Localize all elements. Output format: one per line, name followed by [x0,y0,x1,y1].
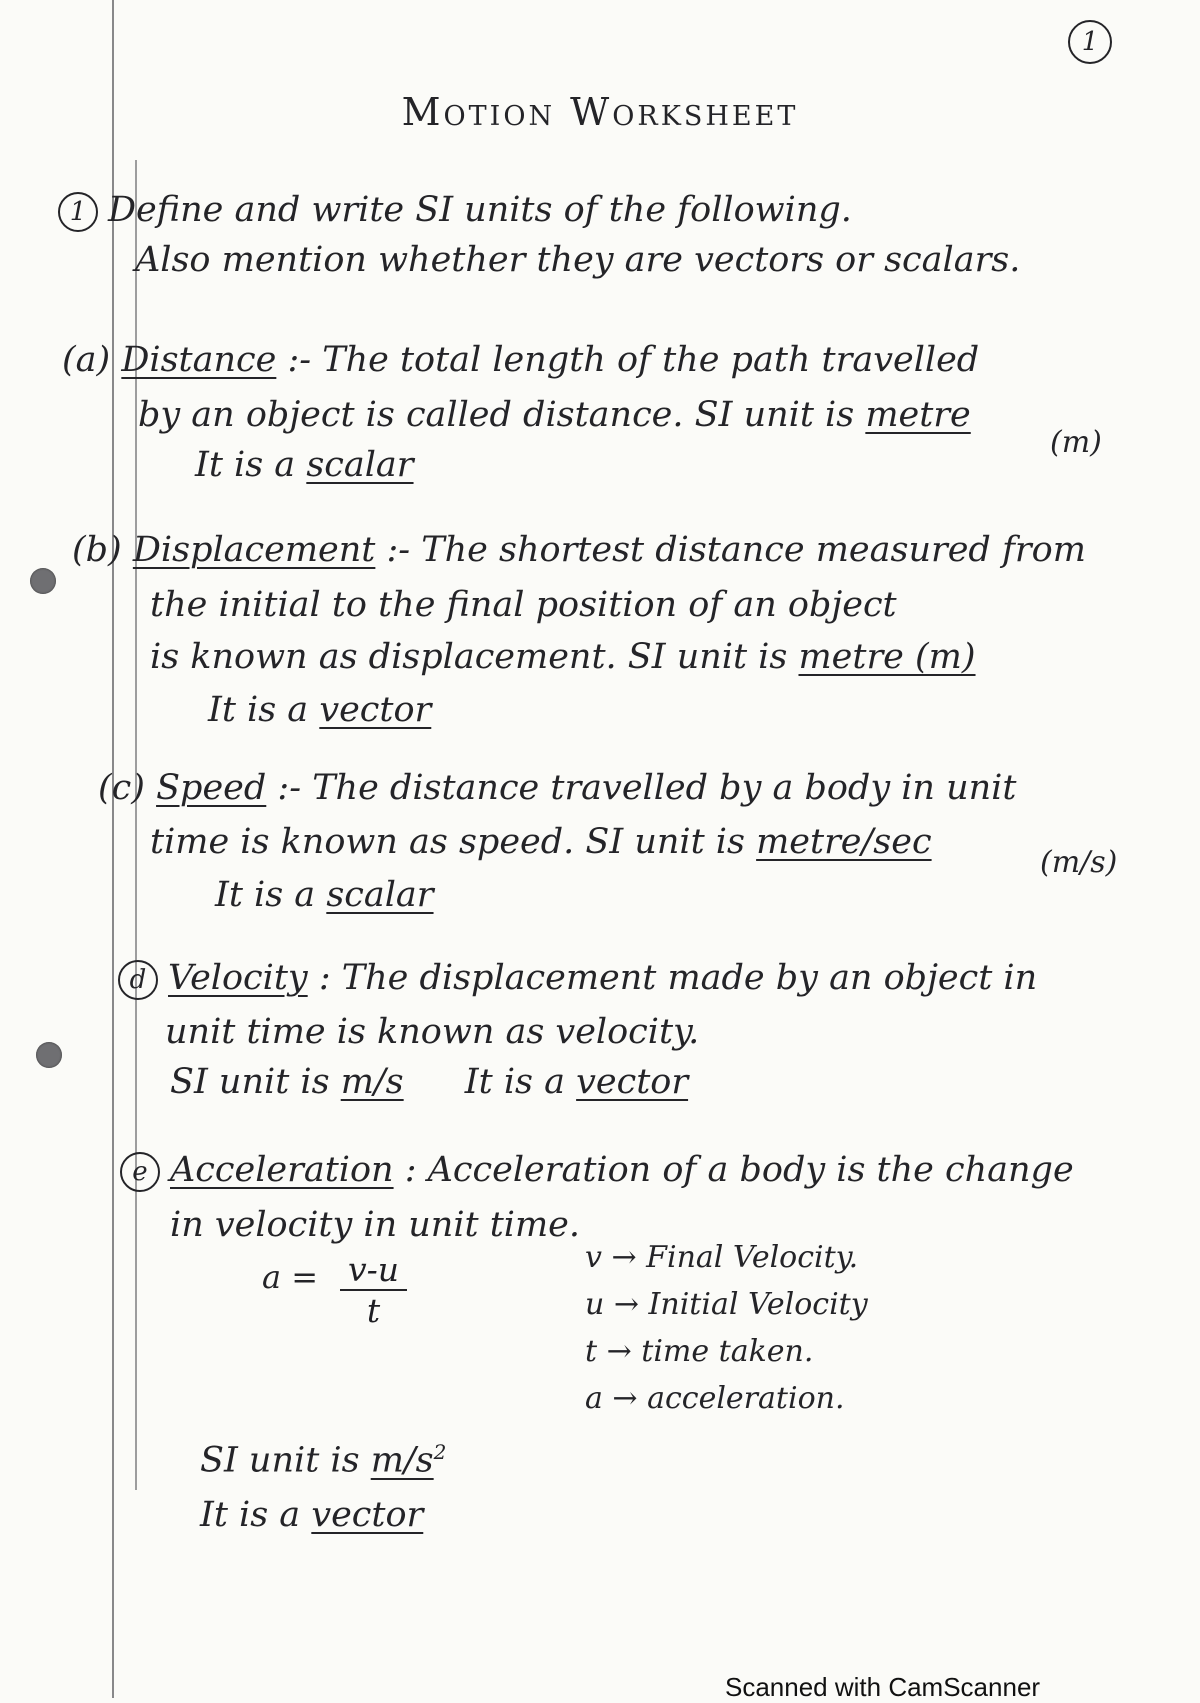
question-number: 1 [58,192,98,232]
item-c-sep: :- [277,768,302,808]
item-b-term: Displacement [132,530,376,570]
item-d-text4: It is a [464,1062,565,1102]
item-c-text3: It is a [215,875,316,915]
legend-v: v → Final Velocity. [585,1240,859,1275]
item-d-label: d [118,960,158,1000]
item-b-label: (b) [72,530,122,570]
item-e-type-line [200,1495,423,1535]
punch-hole-bottom [36,1042,62,1068]
item-b-text3: is known as displacement. SI unit is [150,637,788,677]
question-text-1: Define and write SI units of the following. [108,190,852,230]
item-b-line3 [150,637,976,677]
item-a-term: Distance [121,340,277,380]
formula-numerator: v-u [340,1250,407,1291]
item-b-line4 [208,690,431,730]
formula-denominator: t [366,1291,381,1330]
item-e-si-line [200,1440,446,1481]
item-c-text2: time is known as speed. SI unit is [150,822,745,862]
item-b-text1: The shortest distance measured from [421,530,1086,570]
item-a-unit-symbol: (m) [1050,425,1102,460]
item-e-text1: Acceleration of a body is the change [427,1150,1074,1190]
item-d-sep: : [318,958,331,998]
item-a-line3 [195,445,414,485]
question-1-line2: Also mention whether they are vectors or scalars. [135,240,1021,280]
item-c-line1 [98,768,1016,808]
legend-t: t → time taken. [585,1334,814,1369]
item-b-line1 [72,530,1086,570]
formula-fraction [340,1250,407,1330]
scanner-watermark: Scanned with CamScanner [725,1672,1041,1702]
item-b-unit: metre (m) [798,637,976,677]
item-c-label: (c) [98,768,145,808]
item-a-text1: The total length of the path travelled [322,340,980,380]
item-b-text4: It is a [208,690,309,730]
item-d-text3: SI unit is [170,1062,330,1102]
item-e-type: vector [311,1495,424,1535]
item-b-line2: the initial to the final position of an object [150,585,897,625]
item-e-sep: : [404,1150,417,1190]
item-e-term: Acceleration [170,1150,394,1190]
item-e-si-exponent: 2 [433,1440,447,1464]
page-number: 1 [1068,20,1112,64]
item-a-text3: It is a [195,445,296,485]
item-d-text1: The displacement made by an object in [341,958,1038,998]
item-c-line3 [215,875,434,915]
item-d-line2: unit time is known as velocity. [165,1012,700,1052]
item-a-line2 [138,395,971,435]
item-a-unit: metre [865,395,971,435]
question-1-line1 [58,190,852,232]
item-d-unit: m/s [340,1062,404,1102]
item-a-label: (a) [62,340,111,380]
item-c-unit: metre/sec [756,822,932,862]
item-d-line1 [118,958,1037,1000]
item-c-text1: The distance travelled by a body in unit [312,768,1017,808]
item-a-line1 [62,340,979,380]
item-a-text2: by an object is called distance. SI unit is [138,395,855,435]
item-e-line2: in velocity in unit time. [170,1205,580,1245]
item-c-line2 [150,822,932,862]
item-d-line3 [170,1062,688,1102]
legend-a: a → acceleration. [585,1381,845,1416]
item-a-sep: :- [287,340,312,380]
item-c-unit-symbol: (m/s) [1040,845,1118,880]
item-d-term: Velocity [168,958,308,998]
item-b-type: vector [319,690,432,730]
item-c-type: scalar [326,875,434,915]
formula-lhs: a = [262,1258,319,1296]
item-c-term: Speed [156,768,267,808]
margin-line [112,0,114,1698]
item-e-line1 [120,1150,1074,1192]
item-e-si-unit: m/s [370,1440,434,1481]
page-title: Motion Worksheet [401,90,799,134]
item-e-type-text: It is a [200,1495,301,1535]
item-b-sep: :- [386,530,411,570]
legend-u: u → Initial Velocity [585,1287,868,1322]
item-a-type: scalar [306,445,414,485]
item-e-si-text: SI unit is [200,1440,360,1481]
punch-hole-top [30,568,56,594]
item-e-label: e [120,1152,160,1192]
item-d-type: vector [576,1062,689,1102]
